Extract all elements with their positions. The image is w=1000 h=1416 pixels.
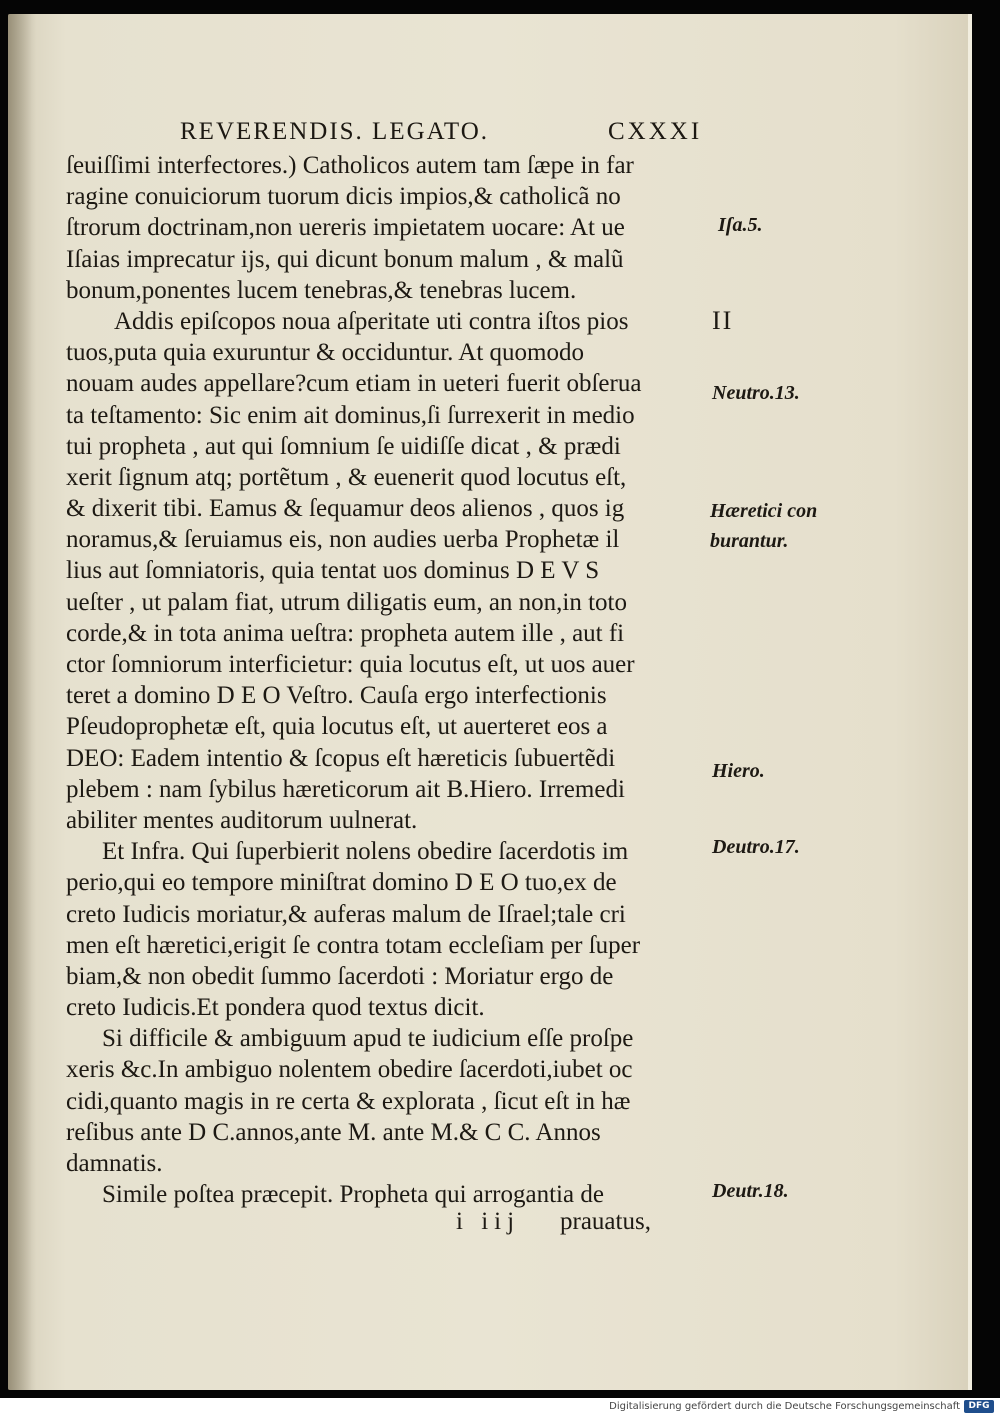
text-line: Pſeudoprophetæ eſt, quia locutus eſt, ut auerteret eos a: [66, 713, 608, 741]
text-line: & dixerit tibi. Eamus & ſequamur deos alienos , quos ig: [66, 495, 625, 523]
text-line: ragine conuiciorum tuorum dicis impios,& catholicã no: [66, 183, 621, 211]
margin-note-deutr: Deutr.18.: [712, 1180, 789, 1202]
text-line: ctor ſomniorum interficietur: quia locutus eſt, ut uos auer: [66, 651, 635, 678]
text-line: xeris &c.In ambiguo nolentem obedire ſacerdoti,iubet oc: [66, 1056, 633, 1084]
text-line: DEO: Eadem intentio & ſcopus eſt hæreticis ſubuertẽdi: [66, 744, 616, 772]
text-line: bonum,ponentes lucem tenebras,& tenebras lucem.: [66, 276, 577, 304]
signature-mark: i iij: [456, 1208, 521, 1235]
margin-note-neutro: Neutro.13.: [712, 382, 800, 404]
text-line: men eſt hæretici,erigit ſe contra totam eccleſiam per ſuper: [66, 931, 641, 959]
signature-line: [456, 1208, 716, 1242]
dfg-logo: DFG: [964, 1400, 994, 1413]
paragraph-start-line: Simile poſtea præcepit. Propheta qui arrogantia de: [102, 1181, 604, 1209]
paragraph-start-line: Si difficile & ambiguum apud te iudicium eſſe proſpe: [102, 1025, 634, 1053]
catchword: prauatus,: [560, 1208, 651, 1235]
text-line: creto Iudicis.Et pondera quod textus dicit.: [66, 994, 485, 1022]
text-line: corde,& in tota anima ueſtra: propheta autem ille , aut fi: [66, 619, 625, 647]
text-line: xerit ſignum atq; portẽtum , & euenerit quod locutus eſt,: [66, 463, 627, 491]
section-numeral: II: [712, 306, 734, 335]
margin-note-deutro: Deutro.17.: [712, 836, 800, 858]
text-line: ſtrorum doctrinam,non uereris impietatem uocare: At ue: [66, 214, 625, 242]
text-line: cidi,quanto magis in re certa & explorata , ſicut eſt in hæ: [66, 1087, 631, 1115]
margin-note-haeretici: Hæretici con: [710, 500, 818, 522]
text-line: noramus,& ſeruiamus eis, non audies uerba Prophetæ il: [66, 526, 620, 554]
margin-note-isaiah: Iſa.5.: [718, 214, 763, 236]
folio-number: CXXXI: [608, 118, 703, 145]
text-line: ueſter , ut palam fiat, utrum diligatis eum, an non,in toto: [66, 588, 627, 616]
text-line: Iſaias imprecatur ijs, qui dicunt bonum malum , & malũ: [66, 245, 624, 273]
text-line: abiliter mentes auditorum uulnerat.: [66, 806, 418, 834]
text-line: reſibus ante D C.annos,ante M. ante M.& C C. Annos: [66, 1118, 601, 1146]
text-line: ta teſtamento: Sic enim ait dominus,ſi ſurrexerit in medio: [66, 401, 635, 429]
text-line: biam,& non obedit ſummo ſacerdoti : Moriatur ergo de: [66, 962, 614, 990]
text-line: tuos,puta quia exuruntur & occiduntur. At quomodo: [66, 339, 584, 367]
text-line: teret a domino D E O Veſtro. Cauſa ergo interfectionis: [66, 682, 607, 710]
text-line: tui propheta , aut qui ſomnium ſe uidiſſe dicat , & prædi: [66, 432, 621, 460]
paragraph-start-line: Addis epiſcopos noua aſperitate uti contra iſtos pios: [114, 307, 629, 335]
funding-credit: Digitalisierung gefördert durch die Deutsche Forschungsgemeinschaft: [609, 1401, 960, 1412]
text-line: plebem : nam ſybilus hæreticorum ait B.Hiero. Irremedi: [66, 775, 625, 803]
text-line: creto Iudicis moriatur,& auferas malum de Iſrael;tale cri: [66, 900, 626, 928]
text-line: damnatis.: [66, 1150, 163, 1177]
margin-note-hiero: Hiero.: [712, 760, 765, 782]
text-line: ſeuiſſimi interfectores.) Catholicos autem tam ſæpe in far: [66, 152, 634, 179]
text-line: nouam audes appellare?cum etiam in ueteri fuerit obſerua: [66, 370, 642, 398]
margin-note-haeretici-cont: burantur.: [710, 530, 789, 552]
paragraph-start-line: Et Infra. Qui ſuperbierit nolens obedire ſacerdotis im: [102, 838, 629, 866]
running-head-title: REVERENDIS. LEGATO.: [180, 118, 490, 145]
text-line: lius aut ſomniatoris, quia tentat uos dominus D E V S: [66, 557, 600, 585]
text-line: perio,qui eo tempore miniſtrat domino D E O tuo,ex de: [66, 869, 617, 897]
